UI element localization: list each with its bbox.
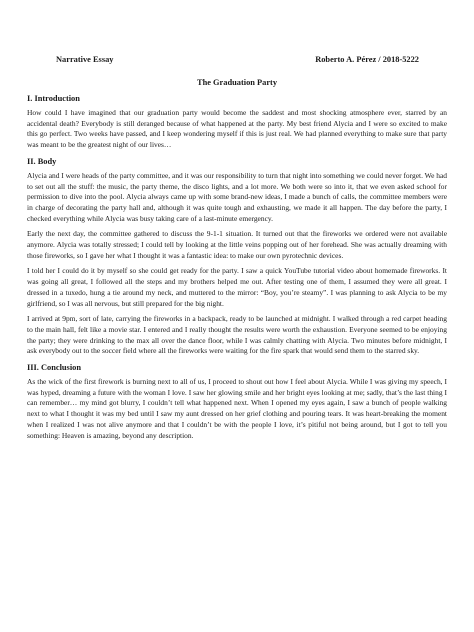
author-info: Roberto A. Pérez / 2018-5222: [315, 55, 419, 64]
essay-type: Narrative Essay: [56, 55, 114, 64]
section-heading: I. Introduction: [27, 94, 80, 103]
section-conclusion: [27, 363, 447, 441]
paragraph: I arrived at 9pm, sort of late, carrying the fireworks in a backpack, ready to be launched at midnight. I walked through a red carpet heading to the main hall, felt like a movie star. I entered and I really thought the results were worth the exhaustion. Everyone seemed to be enjoying the party; they were drinking to the max all over the dance floor, while I was calmly chatting with Alycia. Two minutes before midnight, I ask everybody out to the soccer field where all the fireworks were waiting for the fire spark that would send them to the starred sky.: [27, 314, 447, 356]
paragraph: I told her I could do it by myself so she could get ready for the party. I saw a quick YouTube tutorial video about homemade fireworks. It was going all great, I followed all the steps and my brothers helped me out. After testing one of them, I assumed they were all great. I dressed in a tuxedo, hung a tie around my neck, and muttered to the mirror: “Boy, you’re steamy”. I was planning to ask Alycia to be my girlfriend, so I was all nervous, but still prepared for the big night.: [27, 266, 447, 308]
paragraph: How could I have imagined that our graduation party would become the saddest and most shocking atmosphere ever, starred by an accidental death? Everybody is still deranged because of what happened at the party. My best friend Alycia and I were so excited to make this go perfect. Two weeks have passed, and I keep wondering myself if this is just real. We had planned everything to make sure that party was meant to be the greatest night of our lives…: [27, 108, 447, 150]
paragraph: Early the next day, the committee gathered to discuss the 9-1-1 situation. It turned out that the fireworks we ordered were not available anymore. Alycia was totally stressed; I could tell by looking at the little veins popping out of her forehead. She was actually dreaming with those fireworks, so I gave her what I thought it was a fantastic idea: to make our own pyrotechnic devices.: [27, 229, 447, 260]
paragraph: As the wick of the first firework is burning next to all of us, I proceed to shout out how I feel about Alycia. While I was giving my speech, I was hyped, dreaming a future with the woman I love. I saw her glowing smile and her bright eyes looking at me; sadly, that’s the last thing I can remember… my mind got blurry, I couldn’t tell what happened next. When I opened my eyes again, I saw a bunch of people walking next to what I thought it was my bed until I saw my aunt dressed on her grief clothing and pouring tears. It was heart-breaking the moment when I realized I was not alive anymore and that I couldn’t be with the people I love, it’s pitiful not being around, but I got to tell you something: Heaven is amazing, beyond any description.: [27, 377, 447, 440]
document-title: The Graduation Party: [196, 78, 278, 87]
section-introduction: [27, 94, 447, 151]
paragraph: Alycia and I were heads of the party committee, and it was our responsibility to turn that night into something we could never forget. We had to set out all the stuff: the music, the party theme, the disco lights, and a lot more. We both were so into it, that we even asked school for permission to dive into the pool. Alycia always came up with some brand-new ideas, I made a bunch of calls, the committee members were in charge of decorating the party hall and, although it was quite tough and exhausting, we made it all happen. The day before the party, I checked everything while Alycia was busy taking care of a last-minute emergency.: [27, 170, 447, 223]
section-heading: II. Body: [27, 156, 57, 166]
section-heading: III. Conclusion: [27, 363, 81, 373]
section-body: [27, 157, 447, 357]
document-header: [27, 55, 447, 65]
